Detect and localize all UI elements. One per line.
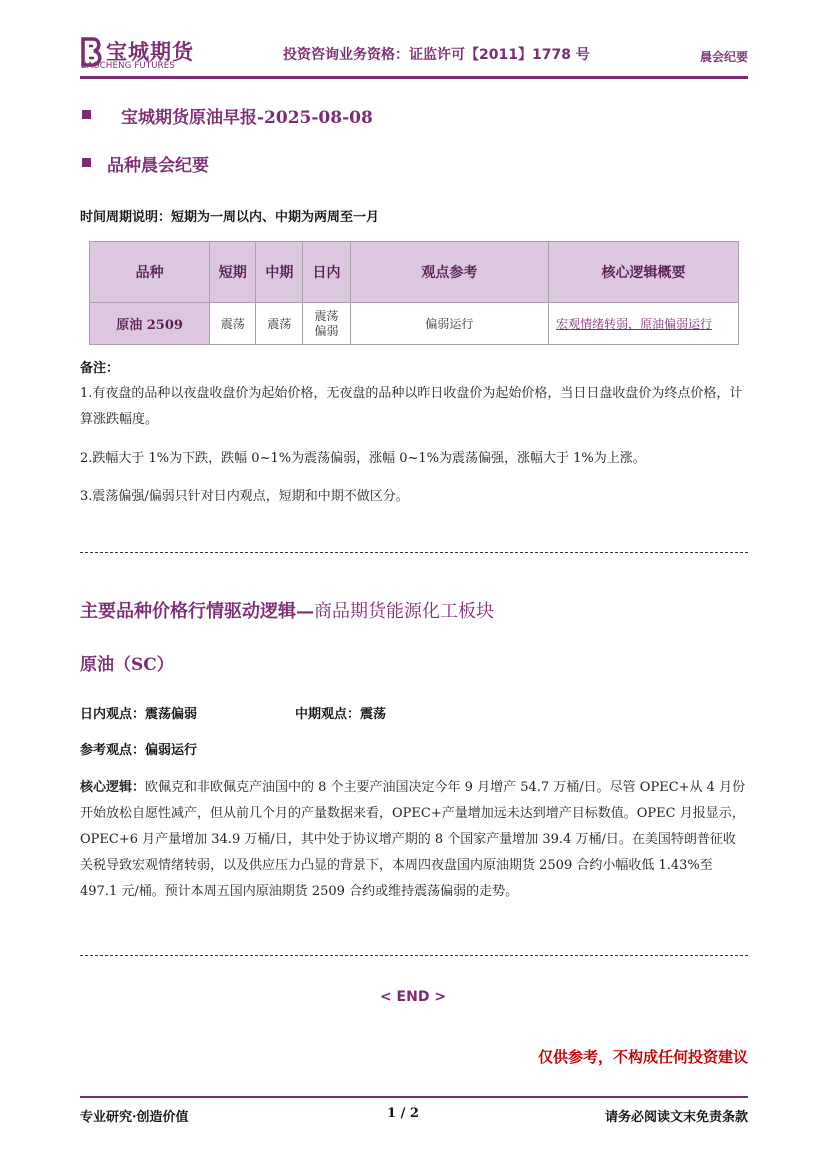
footer-divider bbox=[80, 1096, 748, 1098]
cell-short: 震荡 bbox=[210, 303, 256, 345]
cell-logic-link[interactable]: 宏观情绪转弱，原油偏弱运行 bbox=[549, 303, 739, 345]
cell-mid: 震荡 bbox=[256, 303, 303, 345]
th-view: 观点参考 bbox=[350, 242, 548, 303]
footer-slogan: 专业研究·创造价值 bbox=[80, 1110, 189, 1125]
notes-label: 备注： bbox=[80, 361, 120, 376]
th-intraday: 日内 bbox=[303, 242, 350, 303]
cell-variety: 原油 2509 bbox=[90, 303, 210, 345]
note-3: 3.震荡偏强/偏弱只针对日内观点，短期和中期不做区分。 bbox=[80, 489, 409, 504]
core-text: 欧佩克和非欧佩克产油国中的 8 个主要产油国决定今年 9 月增产 54.7 万桶/日。尽管 OPEC+从 4 月份开始放松自愿性减产，但从前几个月的产量数据来看，OPEC+产量增加远未达到增产目标数值。OPEC 月报显示，OPEC+6 月产量增加 34.9 万桶/日，其中处于协议增产期的 8 个国家产量增加 39.4 万桶/日。在美国特朗普征收关税导致宏观情绪转弱，以及供应压力凸显的背景下，本周四夜盘国内原油期货 2509 合约小幅收低 1.43%至 497.1 元/桶。预计本周五国内原油期货 2509 合约或维持震荡偏弱的走势。 bbox=[80, 780, 746, 899]
footer-disclaimer-link[interactable]: 请务必阅读文末免责条款 bbox=[604, 1110, 748, 1125]
intraday-view bbox=[80, 703, 197, 722]
cell-intraday-text: 震荡偏弱 bbox=[314, 308, 339, 338]
mid-view bbox=[295, 703, 386, 722]
logic-heading-sub: 商品期货能源化工板块 bbox=[314, 601, 494, 622]
end-marker: < END > bbox=[379, 989, 447, 1005]
ref-value: 偏弱运行 bbox=[145, 743, 198, 758]
th-mid: 中期 bbox=[256, 242, 303, 303]
mid-value: 震荡 bbox=[360, 707, 387, 722]
ref-label: 参考观点： bbox=[80, 743, 146, 758]
cell-intraday bbox=[303, 303, 350, 345]
logic-heading-main: 主要品种价格行情驱动逻辑— bbox=[80, 601, 314, 622]
header-report-type: 晨会纪要 bbox=[699, 50, 748, 64]
header-divider bbox=[80, 76, 748, 79]
section-bullet-icon bbox=[82, 158, 91, 167]
th-short: 短期 bbox=[210, 242, 256, 303]
intraday-label: 日内观点： bbox=[80, 707, 146, 722]
section-title: 品种晨会纪要 bbox=[107, 156, 209, 176]
table-header-row bbox=[90, 242, 739, 303]
page-number: 1 / 2 bbox=[387, 1106, 419, 1121]
title-bullet-icon bbox=[82, 110, 91, 119]
header-qualification: 投资咨询业务资格：证监许可【2011】1778 号 bbox=[283, 47, 590, 63]
table-row bbox=[90, 303, 739, 345]
cell-view: 偏弱运行 bbox=[350, 303, 548, 345]
summary-table bbox=[89, 241, 739, 345]
product-title: 原油（SC） bbox=[80, 655, 174, 675]
period-note: 时间周期说明：短期为一周以内、中期为两周至一月 bbox=[80, 210, 380, 225]
note-2: 2.跌幅大于 1%为下跌，跌幅 0~1%为震荡偏弱，涨幅 0~1%为震荡偏强，涨幅大于 1%为上涨。 bbox=[80, 451, 646, 466]
th-logic: 核心逻辑概要 bbox=[549, 242, 739, 303]
dashed-divider-2 bbox=[80, 955, 748, 956]
intraday-value: 震荡偏弱 bbox=[145, 707, 198, 722]
mid-label: 中期观点： bbox=[295, 707, 361, 722]
th-variety: 品种 bbox=[90, 242, 210, 303]
note-1: 1.有夜盘的品种以夜盘收盘价为起始价格，无夜盘的品种以昨日收盘价为起始价格，当日日盘收盘价为终点价格，计算涨跌幅度。 bbox=[80, 386, 743, 427]
ref-view bbox=[80, 739, 197, 758]
logo-english-name: BAOCHENG FUTURES bbox=[81, 61, 175, 71]
report-title: 宝城期货原油早报-2025-08-08 bbox=[121, 108, 373, 128]
logo-chinese-name: 宝城期货 bbox=[106, 40, 194, 64]
core-logic bbox=[80, 775, 748, 905]
disclaimer: 仅供参考，不构成任何投资建议 bbox=[537, 1048, 748, 1066]
core-label: 核心逻辑： bbox=[80, 780, 146, 795]
dashed-divider bbox=[80, 552, 748, 553]
logic-heading bbox=[80, 597, 494, 623]
